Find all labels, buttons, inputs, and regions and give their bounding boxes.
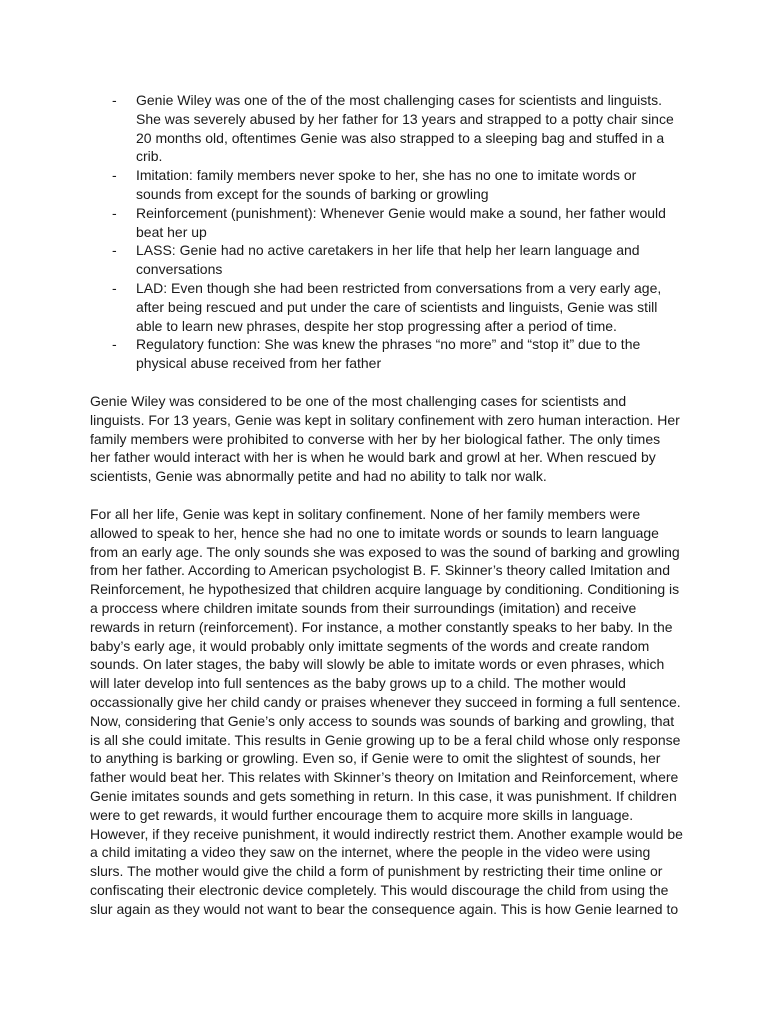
bullet-item [112,279,682,335]
bullet-text: Reinforcement (punishment): Whenever Genie would make a sound, her father would beat her up [136,204,666,240]
intro-paragraph: Genie Wiley was considered to be one of the most challenging cases for scientists and linguists. For 13 years, Genie was kept in solitary confinement with zero human interaction. Her family members were prohibited to converse with her by her biological father. The only times her father would interact with her is when he would bark and growl at her. When rescued by scientists, Genie was abnormally petite and had no ability to talk nor walk. [90,393,680,485]
bullet-item [112,166,682,204]
dash-marker: - [112,204,117,221]
notes-bullet-list [112,91,682,373]
bullet-text: LAD: Even though she had been restricted from conversations from a very early age, after being rescued and put under the care of scientists and linguists, Genie was still able to learn new phrases, despite her stop progressing after a period of time. [136,279,662,334]
bullet-item [112,335,682,373]
bullet-item [112,204,682,242]
dash-marker: - [112,167,117,184]
bullet-text: Regulatory function: She was knew the phrases “no more” and “stop it” due to the physical abuse received from her father [136,336,641,372]
body-paragraph: For all her life, Genie was kept in solitary confinement. None of her family members were allowed to speak to her, hence she had no one to imitate words or sounds to learn language from an early age. The only sounds she was exposed to was the sound of barking and growling from her father. According to American psychologist B. F. Skinner’s theory called Imitation and Reinforcement, he hypothesized that children acquire language by conditioning. Conditioning is a proccess where children imitate sounds from their surroundings (imitation) and receive rewards in return (reinforcement). For instance, a mother constantly speaks to her baby. In the baby’s early age, it would probably only imittate segments of the words and create random sounds. On later stages, the baby will slowly be able to imitate words or even phrases, which will later develop into full sentences as the baby grows up to a child. The mother would occassionally give her child candy or praises whenever they succeed in forming a full sentence. Now, considering that Genie’s only access to sounds was sounds of barking and growling, that is all she could imitate. This results in Genie growing up to be a feral child whose only response to anything is barking or growling. Even so, if Genie were to omit the slightest of sounds, her father would beat her. This relates with Skinner’s theory on Imitation and Reinforcement, where Genie imitates sounds and gets something in return. In this case, it was punishment. If children were to get rewards, it would further encourage them to acquire more skills in language. However, if they receive punishment, it would indirectly restrict them. Another example would be a child imitating a video they saw on the internet, where the people in the video were using slurs. The mother would give the child a form of punishment by restricting their time online or confiscating their electronic device completely. This would discourage the child from using the slur again as they would not want to bear the consequence again. This is how Genie learned to [90,506,683,917]
dash-marker: - [112,92,117,108]
bullet-text: LASS: Genie had no active caretakers in her life that help her learn language and conversations [136,242,640,278]
bullet-item [112,91,682,166]
dash-marker: - [112,242,117,259]
dash-marker: - [112,336,117,353]
bullet-text: Genie Wiley was one of the of the most challenging cases for scientists and linguists. She was severely abused by her father for 13 years and strapped to a potty chair since 20 months old, oftentimes Genie was also strapped to a sleeping bag and stuffed in a crib. [136,92,674,165]
dash-marker: - [112,279,117,296]
bullet-item [112,241,682,279]
bullet-text: Imitation: family members never spoke to her, she has no one to imitate words or sounds from except for the sounds of barking or growling [136,167,637,202]
